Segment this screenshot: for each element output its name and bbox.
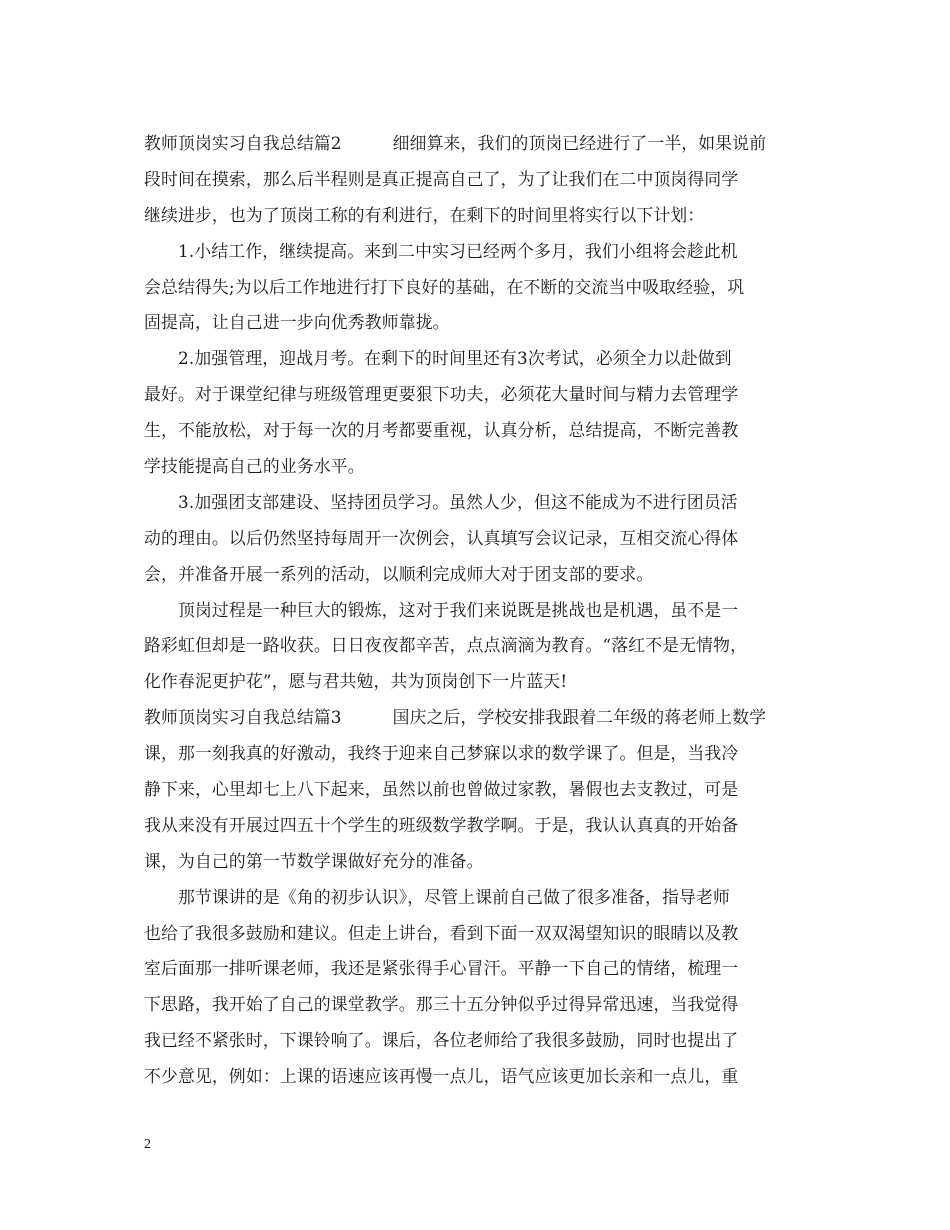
text-line: 固提高，让自己进一步向优秀教师靠拢。 [144,312,450,333]
text-line: 不少意见，例如：上课的语速应该再慢一点儿，语气应该更加长亲和一点儿，重 [144,1066,739,1087]
text-line: 顶岗过程是一种巨大的锻炼，这对于我们来说既是挑战也是机遇，虽不是一 [144,599,739,620]
document-body [144,126,810,1095]
text-line: 动的理由。以后仍然坚持每周开一次例会，认真填写会议记录，互相交流心得体 [144,527,739,548]
text-line: 学技能提高自己的业务水平。 [144,456,365,477]
text-line: 1.小结工作，继续提高。来到二中实习已经两个多月，我们小组将会趁此机 [144,240,738,261]
text-line: 也给了我很多鼓励和建议。但走上讲台，看到下面一双双渴望知识的眼睛以及教 [144,922,739,943]
text-line: 2.加强管理，迎战月考。在剩下的时间里还有3次考试，必须全力以赴做到 [144,348,732,369]
text-line: 我已经不紧张时，下课铃响了。课后，各位老师给了我很多鼓励，同时也提出了 [144,1030,739,1051]
text-line: 教师顶岗实习自我总结篇3 国庆之后，学校安排我跟着二年级的蒋老师上数学 [144,707,767,728]
text-line: 那节课讲的是《角的初步认识》，尽管上课前自己做了很多准备，指导老师 [144,886,730,907]
text-line: 最好。对于课堂纪律与班级管理更要狠下功夫，必须花大量时间与精力去管理学 [144,384,739,405]
text-line: 教师顶岗实习自我总结篇2 细细算来，我们的顶岗已经进行了一半，如果说前 [144,133,767,153]
text-line: 室后面那一排听课老师，我还是紧张得手心冒汗。平静一下自己的情绪，梳理一 [144,958,739,979]
text-line: 3.加强团支部建设、坚持团员学习。虽然人少，但这不能成为不进行团员活 [144,491,738,512]
text-line: 会，并准备开展一系列的活动，以顺利完成师大对于团支部的要求。 [144,563,654,584]
text-line: 会总结得失;为以后工作地进行打下良好的基础，在不断的交流当中吸取经验，巩 [144,276,745,297]
text-line: 静下来，心里却七上八下起来，虽然以前也曾做过家教，暑假也去支教过，可是 [144,779,739,800]
text-line: 生，不能放松，对于每一次的月考都要重视，认真分析，总结提高，不断完善教 [144,420,739,441]
text-line: 段时间在摸索，那么后半程则是真正提高自己了，为了让我们在二中顶岗得同学 [144,168,739,189]
text-line: 课，为自己的第一节数学课做好充分的准备。 [144,850,484,871]
text-line: 路彩虹但却是一路收获。日日夜夜都辛苦，点点滴滴为教育。“落红不是无情物， [144,635,748,656]
text-line: 化作春泥更护花”，愿与君共勉，共为顶岗创下一片蓝天! [144,671,568,692]
text-line: 下思路，我开始了自己的课堂教学。那三十五分钟似乎过得异常迅速，当我觉得 [144,994,739,1015]
page-number: 2 [144,1137,151,1152]
text-line: 继续进步，也为了顶岗工称的有利进行，在剩下的时间里将实行以下计划： [144,204,705,225]
text-line: 课，那一刻我真的好激动，我终于迎来自己梦寐以求的数学课了。但是，当我冷 [144,743,739,764]
text-line: 我从来没有开展过四五十个学生的班级数学教学啊。于是，我认认真真的开始备 [144,814,739,835]
